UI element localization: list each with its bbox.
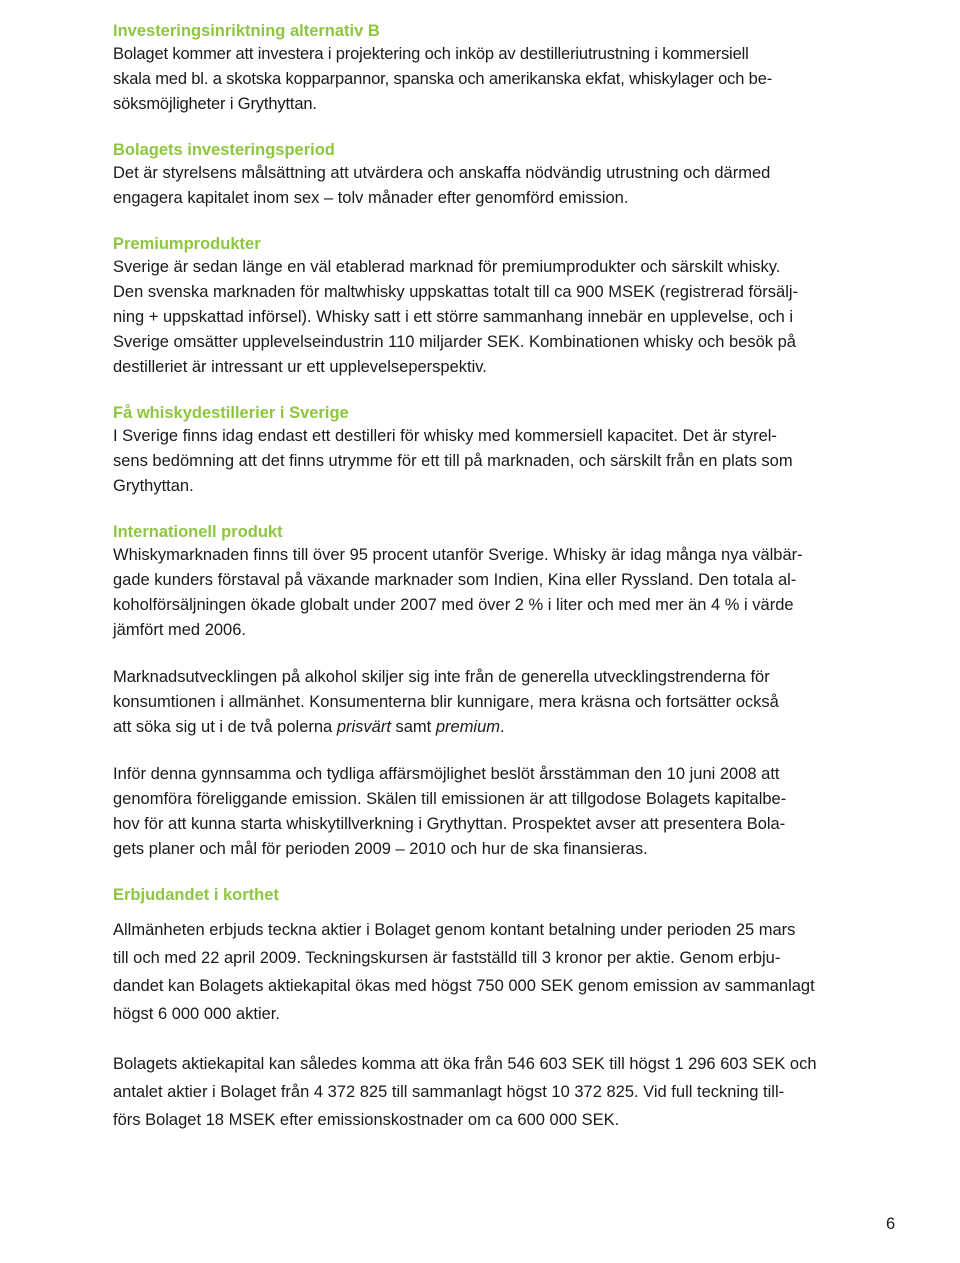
section-few-distilleries — [113, 402, 899, 499]
text-line: engagera kapitalet inom sex – tolv månader efter genomförd emission. — [113, 189, 629, 207]
section-heading: Få whiskydestillerier i Sverige — [113, 404, 349, 422]
section-offer-summary — [113, 884, 899, 1028]
text-line: konsumtionen i allmänhet. Konsumenterna blir kunnigare, mera kräsna och fortsätter också — [113, 693, 779, 711]
text-line: genomföra föreliggande emission. Skälen till emissionen är att tillgodose Bolagets kapitalbe- — [113, 790, 787, 808]
emphasis-premium: premium — [435, 718, 501, 736]
section-heading: Erbjudandet i korthet — [113, 886, 279, 904]
paragraph — [113, 762, 899, 862]
paragraph — [113, 665, 899, 740]
paragraph — [113, 916, 899, 1028]
document-page — [113, 20, 899, 1134]
text-line: högst 6 000 000 aktier. — [113, 1005, 280, 1023]
emphasis-prisvart: prisvärt — [336, 718, 391, 736]
text-fragment: samt — [390, 718, 436, 736]
section-agm-decision — [113, 762, 899, 862]
text-line: Allmänheten erbjuds teckna aktier i Bolaget genom kontant betalning under perioden 25 mars — [113, 921, 796, 939]
text-line: destilleriet är intressant ur ett upplevelseperspektiv. — [113, 358, 487, 376]
text-line: Bolagets aktiekapital kan således komma att öka från 546 603 SEK till högst 1 296 603 SEK och — [113, 1055, 817, 1073]
paragraph — [113, 42, 899, 117]
text-line: jämfört med 2006. — [113, 621, 246, 639]
text-fragment: att söka sig ut i de två polerna — [113, 718, 337, 736]
text-fragment: . — [500, 718, 505, 736]
text-line: ning + uppskattad införsel). Whisky satt i ett större sammanhang innebär en upplevelse, och i — [113, 308, 794, 326]
paragraph — [113, 255, 899, 380]
paragraph — [113, 424, 899, 499]
text-line: gets planer och mål för perioden 2009 – 2010 och hur de ska finansieras. — [113, 840, 648, 858]
section-heading: Premiumprodukter — [113, 235, 261, 253]
text-line: gade kunders förstaval på växande marknader som Indien, Kina eller Ryssland. Den totala al- — [113, 571, 797, 589]
paragraph — [113, 1050, 899, 1134]
text-line: skala med bl. a skotska kopparpannor, spanska och amerikanska ekfat, whiskylager och be- — [113, 70, 773, 88]
section-international-product — [113, 521, 899, 643]
section-investment-period — [113, 139, 899, 211]
text-line — [113, 718, 505, 736]
text-line: till och med 22 april 2009. Teckningskursen är fastställd till 3 kronor per aktie. Genom erbju- — [113, 949, 781, 967]
paragraph — [113, 543, 899, 643]
section-market-development — [113, 665, 899, 740]
page-number: 6 — [886, 1215, 896, 1233]
text-line: hov för att kunna starta whiskytillverkning i Grythyttan. Prospektet avser att presentera Bola- — [113, 815, 786, 833]
text-line: Den svenska marknaden för maltwhisky uppskattas totalt till ca 900 MSEK (registrerad försälj- — [113, 283, 799, 301]
text-line: sens bedömning att det finns utrymme för ett till på marknaden, och särskilt från en plats som — [113, 452, 793, 470]
text-line: förs Bolaget 18 MSEK efter emissionskostnader om ca 600 000 SEK. — [113, 1111, 620, 1129]
text-line: I Sverige finns idag endast ett destilleri för whisky med kommersiell kapacitet. Det är styrel- — [113, 427, 777, 445]
section-premium-products — [113, 233, 899, 380]
section-investment-alt-b — [113, 20, 899, 117]
section-heading: Investeringsinriktning alternativ B — [113, 22, 380, 40]
text-line: Grythyttan. — [113, 477, 194, 495]
text-line: Marknadsutvecklingen på alkohol skiljer sig inte från de generella utvecklingstrenderna för — [113, 668, 770, 686]
text-line: söksmöjligheter i Grythyttan. — [113, 95, 317, 113]
text-line: dandet kan Bolagets aktiekapital ökas med högst 750 000 SEK genom emission av sammanlagt — [113, 977, 815, 995]
section-heading: Internationell produkt — [113, 523, 283, 541]
text-line: Bolaget kommer att investera i projektering och inköp av destilleriutrustning i kommersiell — [113, 45, 749, 63]
text-line: koholförsäljningen ökade globalt under 2007 med över 2 % i liter och med mer än 4 % i värde — [113, 596, 794, 614]
paragraph — [113, 161, 899, 211]
text-line: Sverige är sedan länge en väl etablerad marknad för premiumprodukter och särskilt whisky. — [113, 258, 781, 276]
section-heading: Bolagets investeringsperiod — [113, 141, 335, 159]
text-line: Inför denna gynnsamma och tydliga affärsmöjlighet beslöt årsstämman den 10 juni 2008 att — [113, 765, 780, 783]
text-line: antalet aktier i Bolaget från 4 372 825 till sammanlagt högst 10 372 825. Vid full teckning till- — [113, 1083, 785, 1101]
text-line: Det är styrelsens målsättning att utvärdera och anskaffa nödvändig utrustning och därmed — [113, 164, 771, 182]
text-line: Whiskymarknaden finns till över 95 procent utanför Sverige. Whisky är idag många nya välbär- — [113, 546, 803, 564]
section-share-capital — [113, 1050, 899, 1134]
text-line: Sverige omsätter upplevelseindustrin 110 miljarder SEK. Kombinationen whisky och besök på — [113, 333, 796, 351]
